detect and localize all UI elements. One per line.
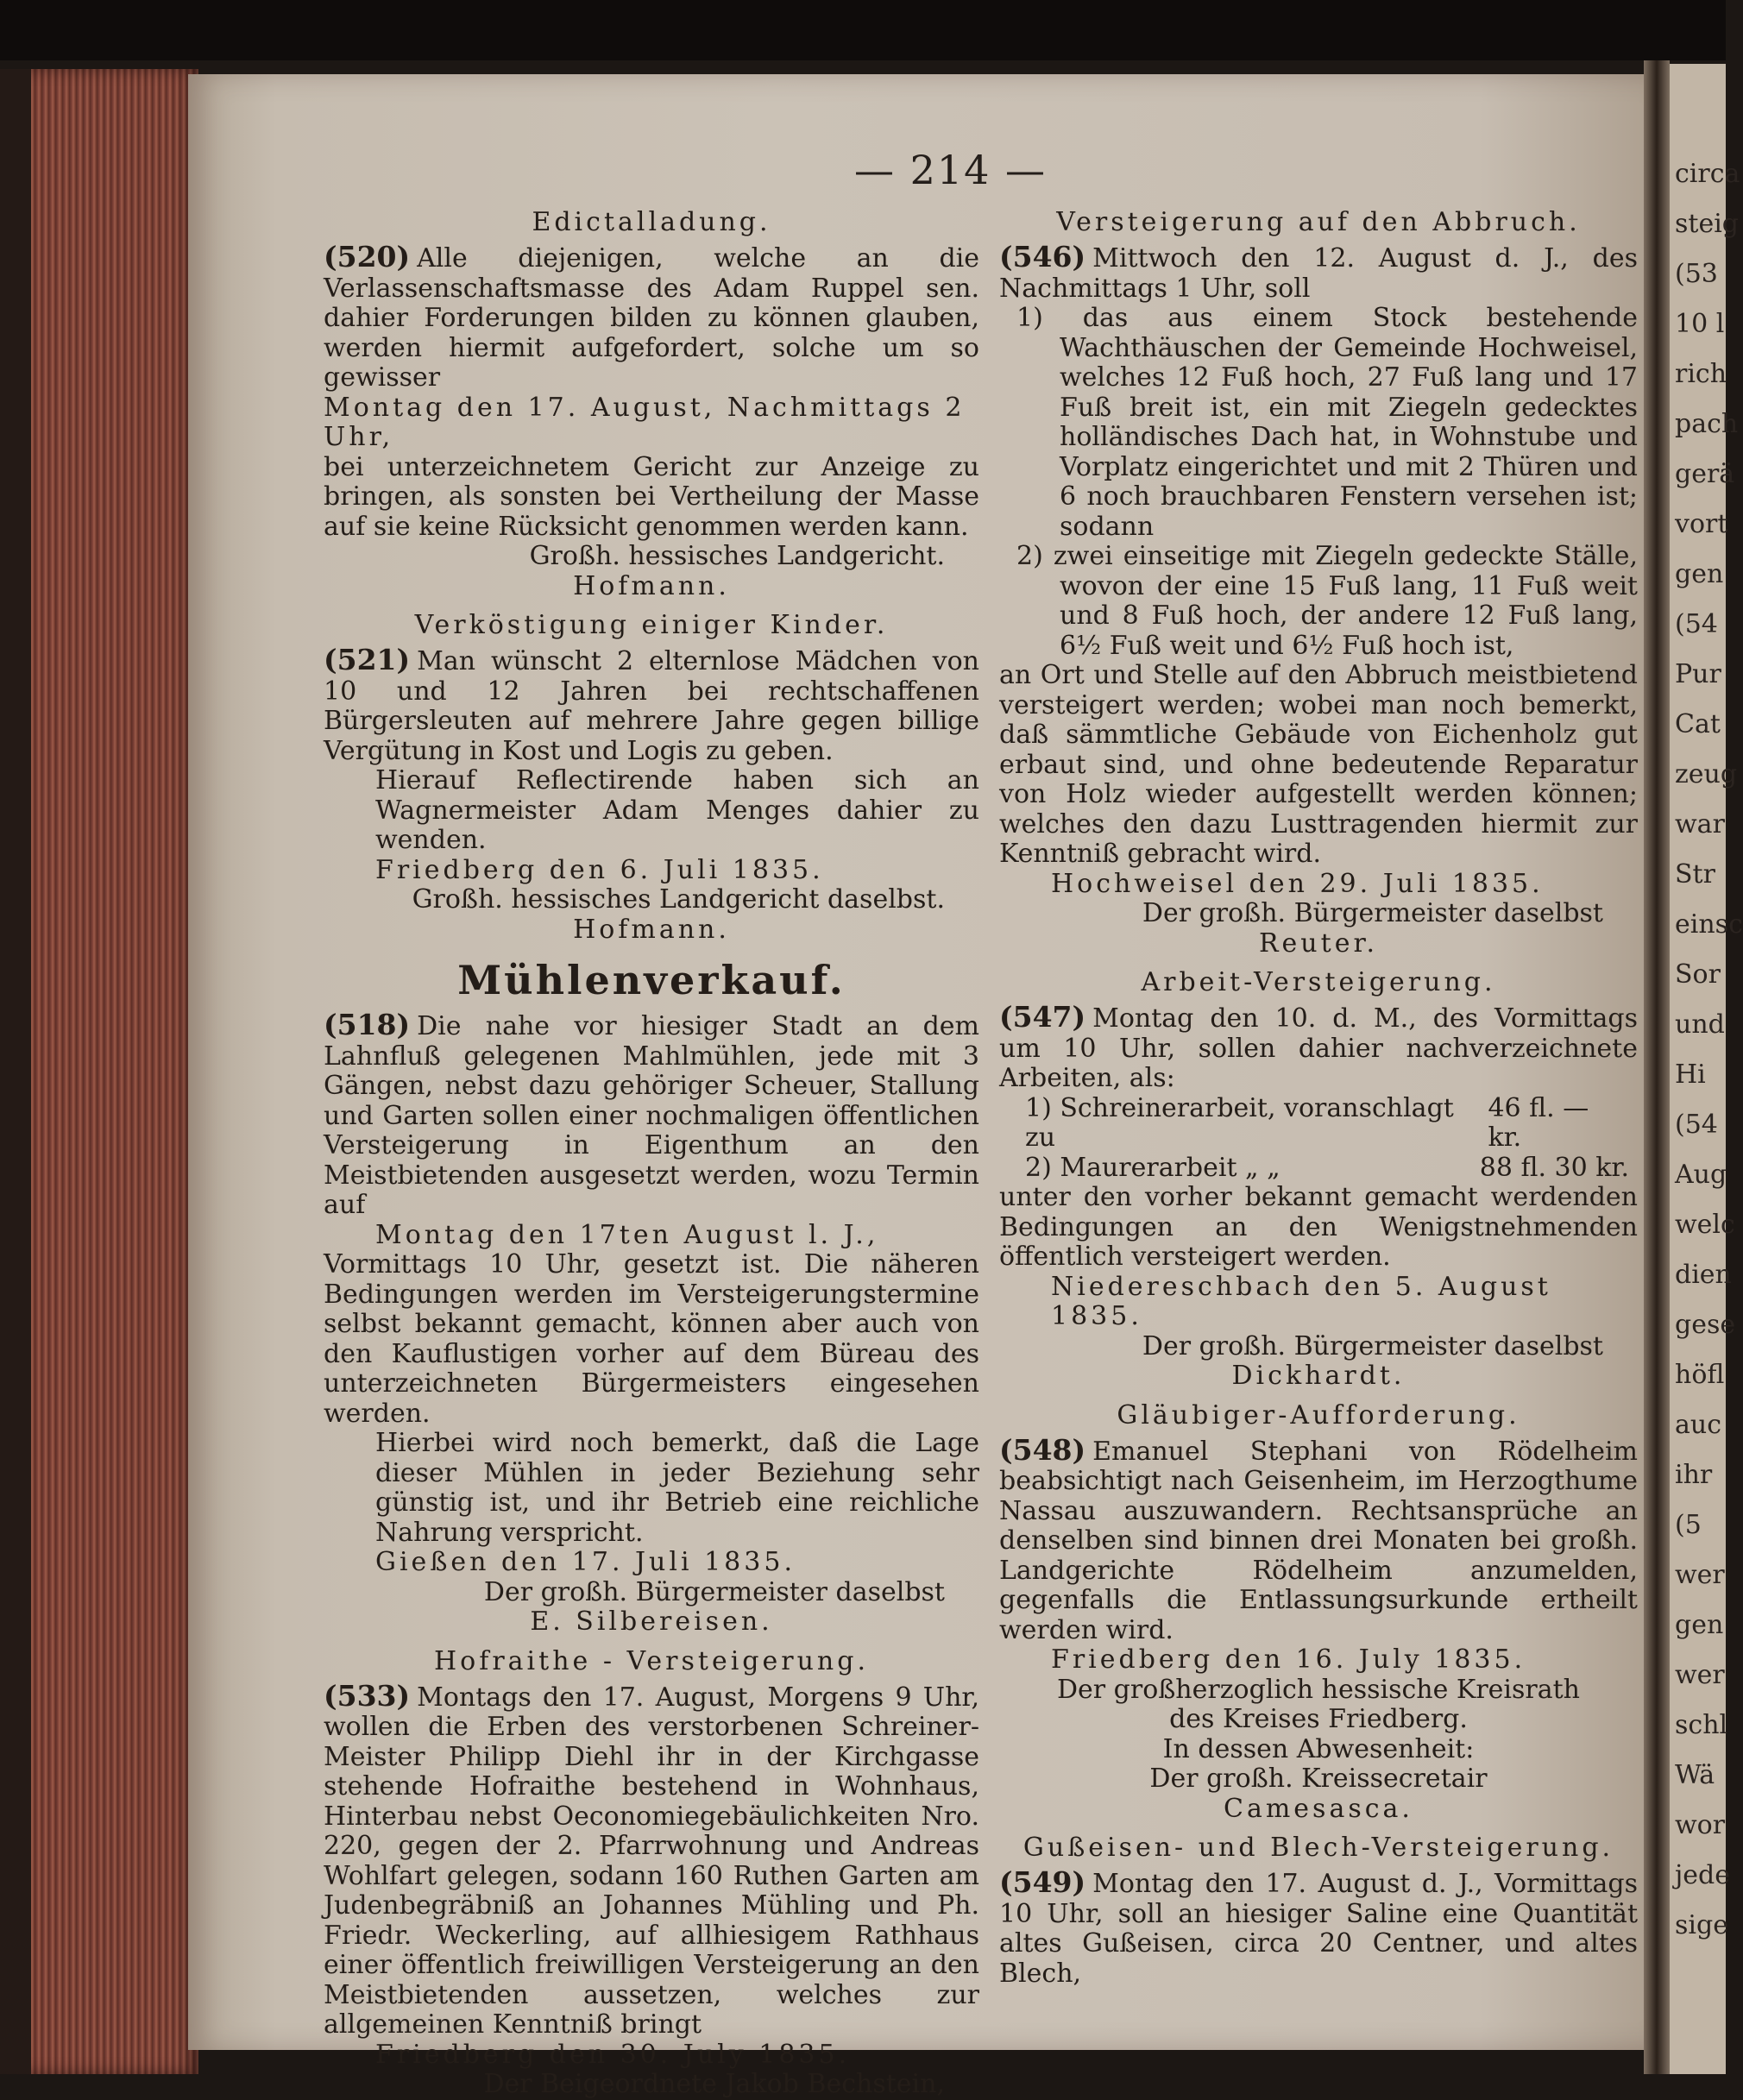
- facing-page-fragment: war: [1675, 809, 1725, 839]
- notice-text: Montags den 17. August, Morgens 9 Uhr, wollen die Erben des verstorbenen Schreiner-Meister Philipp Diehl ihr in der Kirchgasse stehende Hofraithe bestehend in Wohnhaus, Hinterbau nebst Oeconomiegebäulichkeiten Nro. 220, gegen der 2. Pfarrwohnung und Andreas Wohlfart gelegen, sodann 160 Ruthen Garten am Judenbegräbniß an Johannes Mühling und Ph. Friedr. Weckerling, auf allhiesigem Rathhaus einer öffentlich freiwilligen Versteigerung an den Meistbietenden aussetzen, welches zur allgemeinen Kenntniß bringt: [324, 1682, 979, 2040]
- facing-page-fragment: Cat: [1675, 709, 1721, 739]
- facing-page-fragment: (54: [1675, 609, 1718, 639]
- notice-place-date: Friedberg den 30. July 1835.: [375, 2039, 851, 2070]
- facing-page-fragment: circa: [1675, 159, 1740, 189]
- notice-text: Montag den 10. d. M., des Vormittags um 10 Uhr, sollen dahier nachverzeichnete Arbeiten, als:: [999, 1003, 1638, 1093]
- notice-text-2: an Ort und Stelle auf den Abbruch meistbietend versteigert werden; wobei man noch bemerkt, daß sämmtliche Gebäude von Eichenholz gut erbaut sind, und ohne bedeutende Reparatur von Holz wieder aufgestellt werden können; welches den dazu Lusttragenden hiermit zur Kenntniß gebracht wird.: [999, 660, 1638, 869]
- price-row-value: 88 fl. 30 kr.: [1479, 1152, 1629, 1183]
- notice-text: Montag den 17. August d. J., Vormittags 10 Uhr, soll an hiesiger Saline eine Quantität altes Gußeisen, circa 20 Centner, und altes Blech,: [999, 1869, 1638, 1989]
- notice-place-date: Hochweisel den 29. Juli 1835.: [1051, 868, 1544, 899]
- facing-page-fragment: steig: [1675, 209, 1740, 239]
- facing-page-fragment: rich: [1675, 359, 1727, 389]
- notice-heading: Edictalladung.: [532, 207, 771, 237]
- notice-place-date: Niedereschbach den 5. August 1835.: [1051, 1271, 1551, 1331]
- notice-heading: Hofraithe - Versteigerung.: [434, 1645, 869, 1676]
- price-row-label: 2) Maurerarbeit „ „: [1025, 1152, 1281, 1183]
- facing-page-fragment: höfl: [1675, 1360, 1725, 1390]
- notice-heading: Mühlenverkauf.: [457, 957, 846, 1003]
- notice-authority: Der großh. Bürgermeister daselbst: [1142, 898, 1603, 928]
- notice-signer: Camesasca.: [1224, 1793, 1413, 1824]
- facing-page-fragment: gese: [1675, 1310, 1736, 1340]
- notice-number: (546): [999, 240, 1086, 274]
- notice-place-date: Friedberg den 16. July 1835.: [1051, 1644, 1526, 1675]
- facing-page-fragment: Str: [1675, 859, 1715, 890]
- facing-page-fragment: (5: [1675, 1510, 1702, 1540]
- facing-page-fragment: sige: [1675, 1910, 1728, 1940]
- price-row-value: 46 fl. — kr.: [1488, 1092, 1589, 1153]
- scan-background: [0, 0, 1726, 60]
- facing-page-fragment: 10 l: [1675, 309, 1725, 339]
- notice-number: (533): [324, 1678, 411, 1713]
- notice-authority: Der großh. Bürgermeister daselbst: [1142, 1330, 1603, 1361]
- facing-page-fragment: wer: [1675, 1660, 1725, 1690]
- notice-list-item-2: 2) zwei einseitige mit Ziegeln gedeckte Ställe, wovon der eine 15 Fuß lang, 11 Fuß weit und 8 Fuß hoch, der andere 12 Fuß lang, 6½ Fuß weit und 6½ Fuß hoch ist,: [1016, 541, 1638, 661]
- notice-text: Die nahe vor hiesiger Stadt an dem Lahnfluß gelegenen Mahlmühlen, jede mit 3 Gängen, nebst dazu gehöriger Scheuer, Stallung und Garten sollen einer nochmaligen öffentlichen Versteigerung in Eigenthum an den Meistbietenden ausgesetzt werden, wozu Termin auf: [324, 1011, 979, 1220]
- notice-text: Emanuel Stephani von Rödelheim beabsichtigt nach Geisenheim, im Herzogthume Nassau auszuwandern. Rechtsansprüche an denselben sind binnen drei Monaten bei großh. Landgerichte Rödelheim anzumelden, gegenfalls die Entlassungsurkunde ertheilt werden wird.: [999, 1436, 1638, 1645]
- facing-page-fragment: einsc: [1675, 909, 1743, 940]
- notice-text-3: Hierbei wird noch bemerkt, daß die Lage dieser Mühlen in jeder Beziehung sehr günstig ist, und ihr Betrieb eine reichliche Nahrung verspricht.: [375, 1428, 979, 1548]
- notice-authority: Großh. hessisches Landgericht daselbst.: [412, 884, 945, 915]
- notice-548: [999, 1400, 1638, 1825]
- facing-page-fragment: pach: [1675, 409, 1739, 439]
- notice-heading: Verköstigung einiger Kinder.: [414, 610, 889, 640]
- notice-authority: Der großh. Bürgermeister daselbst: [483, 1576, 945, 1607]
- notice-text-2: Vormittags 10 Uhr, gesetzt ist. Die näheren Bedingungen werden im Versteigerungstermine selbst bekannt gemacht, können aber auch von den Kauflustigen vorher auf dem Büreau des unterzeichneten Bürgermeisters eingesehen werden.: [324, 1249, 979, 1429]
- notice-place-date: Friedberg den 6. Juli 1835.: [375, 854, 824, 885]
- facing-page-fragment: zeug: [1675, 759, 1738, 789]
- notice-549: [999, 1833, 1638, 1989]
- price-row-label: 1) Schreinerarbeit, voranschlagt zu: [1025, 1092, 1454, 1153]
- notice-date-line: Montag den 17ten August l. J.,: [375, 1219, 879, 1250]
- facing-page-fragment: schl: [1675, 1710, 1728, 1740]
- facing-page-fragment: (54: [1675, 1110, 1718, 1140]
- facing-page-fragment: gen: [1675, 559, 1724, 589]
- notice-number: (520): [324, 240, 411, 274]
- notice-number: (521): [324, 643, 411, 676]
- notice-547: [999, 967, 1638, 1392]
- notice-518: [324, 957, 979, 1638]
- facing-page-fragment: jede: [1675, 1860, 1731, 1890]
- notice-authority-2: des Kreises Friedberg.: [1169, 1704, 1468, 1734]
- notice-520: [324, 207, 979, 601]
- notice-heading: Arbeit-Versteigerung.: [1141, 967, 1496, 997]
- notice-number: (547): [999, 1000, 1086, 1034]
- notice-signer: Dickhardt.: [1231, 1361, 1406, 1391]
- facing-page-fragment: ihr: [1675, 1460, 1713, 1490]
- left-column: [324, 198, 979, 2100]
- notice-signer: E. Silbereisen.: [530, 1606, 773, 1637]
- notice-signer: Hofmann.: [573, 570, 730, 601]
- notice-546: [999, 207, 1638, 959]
- notice-number: (548): [999, 1432, 1086, 1467]
- facing-page-fragment: und: [1675, 1009, 1725, 1040]
- facing-page-fragment: Wä: [1675, 1760, 1715, 1790]
- notice-place-date: Gießen den 17. Juli 1835.: [375, 1547, 796, 1577]
- notice-authority-4: Der großh. Kreissecretair: [1149, 1764, 1488, 1794]
- notice-text: Alle diejenigen, welche an die Verlassenschaftsmasse des Adam Ruppel sen. dahier Forderungen bilden zu können glauben, werden hiermit aufgefordert, solche um so gewisser: [324, 243, 979, 393]
- notice-heading: Gläubiger-Aufforderung.: [1117, 1399, 1520, 1430]
- facing-page-fragment: gen: [1675, 1610, 1724, 1640]
- facing-page-fragment: welc: [1675, 1210, 1735, 1240]
- notice-signer: Der Beigeordnete Jakob Bechstein,: [483, 2069, 945, 2099]
- notice-text: Man wünscht 2 elternlose Mädchen von 10 und 12 Jahren bei rechtschaffenen Bürgersleuten auf mehrere Jahre gegen billige Vergütung in Kost und Logis zu geben.: [324, 646, 979, 766]
- notice-heading: Versteigerung auf den Abbruch.: [1056, 207, 1581, 237]
- notice-text-2: bei unterzeichnetem Gericht zur Anzeige zu bringen, als sonsten bei Vertheilung der Masse auf sie keine Rücksicht genommen werden kann.: [324, 451, 979, 542]
- notice-authority: Großh. hessisches Landgericht.: [529, 541, 945, 571]
- right-column: [999, 198, 1638, 1989]
- price-row: [999, 1154, 1638, 1184]
- notice-heading: Gußeisen- und Blech-Versteigerung.: [1023, 1833, 1614, 1863]
- notice-authority-3: In dessen Abwesenheit:: [1162, 1733, 1475, 1764]
- notice-number: (518): [324, 1008, 411, 1041]
- notice-521: [324, 610, 979, 945]
- facing-page-fragment: Hi: [1675, 1059, 1706, 1090]
- facing-page-fragment: Pur: [1675, 659, 1721, 689]
- facing-page-fragment: Aug: [1675, 1160, 1727, 1190]
- notice-text: Mittwoch den 12. August d. J., des Nachmittags 1 Uhr, soll: [999, 243, 1638, 304]
- facing-page-fragment: auc: [1675, 1410, 1722, 1440]
- facing-page-fragment: (53: [1675, 259, 1718, 289]
- book-gutter: [1644, 60, 1670, 2074]
- notice-number: (549): [999, 1865, 1086, 1899]
- facing-page-fragment: wor: [1675, 1810, 1726, 1840]
- notice-533: [324, 1646, 979, 2100]
- notice-signer: Hofmann.: [573, 914, 730, 945]
- notice-list-item-1: 1) das aus einem Stock bestehende Wachthäuschen der Gemeinde Hochweisel, welches 12 Fuß hoch, 27 Fuß lang und 17 Fuß breit ist, ein mit Ziegeln gedecktes holländisches Dach hat, in Wohnstube und Vorplatz eingerichtet und mit 2 Thüren und 6 noch brauchbaren Fenstern versehen ist; sodann: [1016, 303, 1638, 542]
- notice-text-2: unter den vorher bekannt gemacht werdenden Bedingungen an den Wenigstnehmenden öffentlich versteigert werden.: [999, 1182, 1638, 1272]
- facing-page-fragment: wer: [1675, 1560, 1725, 1590]
- facing-page-edge: [1670, 64, 1743, 2074]
- page-number: — 214 —: [854, 147, 1048, 193]
- facing-page-fragment: dien: [1675, 1260, 1732, 1290]
- book-cover-edge: [0, 69, 31, 2074]
- notice-authority: Der großherzoglich hessische Kreisrath: [1056, 1674, 1581, 1705]
- facing-page-fragment: gerä: [1675, 459, 1735, 489]
- price-row: [999, 1094, 1638, 1154]
- notice-text-2: Hierauf Reflectirende haben sich an Wagnermeister Adam Menges dahier zu wenden.: [375, 765, 979, 855]
- facing-page-fragment: Sor: [1675, 959, 1721, 990]
- facing-page-fragment: vort: [1675, 509, 1728, 539]
- notice-signer: Reuter.: [1258, 927, 1379, 959]
- notice-date-line: Montag den 17. August, Nachmittags 2 Uhr,: [324, 392, 966, 452]
